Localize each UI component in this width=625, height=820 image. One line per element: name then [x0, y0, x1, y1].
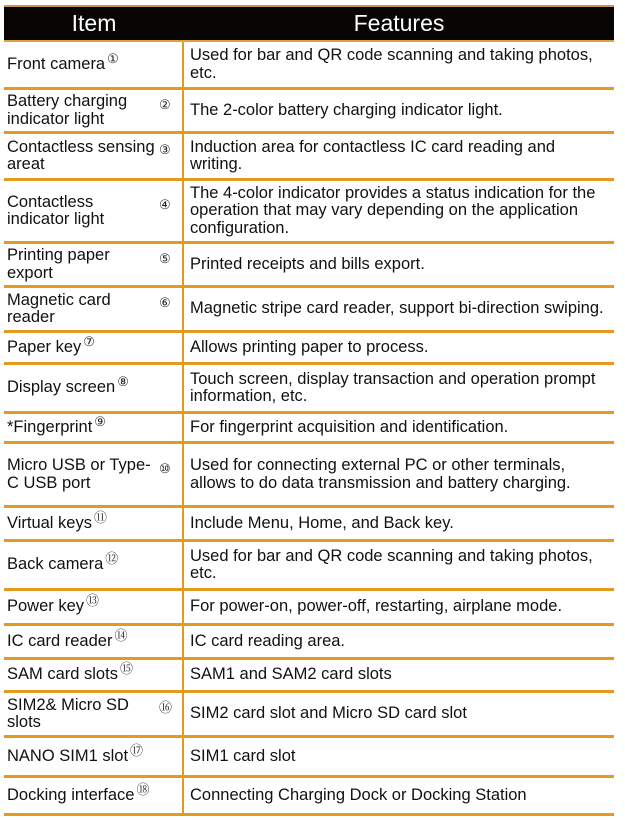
table-row: [4, 626, 614, 660]
feature-cell: Include Menu, Home, and Back key.: [190, 513, 454, 532]
table-row: [4, 738, 614, 778]
item-cell: [4, 42, 184, 87]
item-name: Back camera: [7, 555, 104, 574]
item-number: ⑱: [136, 781, 150, 797]
table-row: [4, 244, 614, 288]
item-number: ⑥: [159, 295, 171, 311]
item-name: NANO SIM1 slot: [7, 746, 129, 765]
item-cell: [4, 90, 184, 131]
item-name: Contactless sensing areat: [7, 137, 155, 173]
item-cell: [4, 693, 184, 735]
item-number: ④: [159, 197, 171, 213]
item-number: ⑰: [130, 742, 144, 758]
table-row: [4, 333, 614, 365]
item-cell: [4, 738, 184, 775]
feature-cell: Used for bar and QR code scanning and taking photos, etc.: [190, 546, 593, 582]
item-number: ⑩: [159, 460, 171, 476]
table-row: [4, 778, 614, 816]
item-number: ⑦: [83, 333, 95, 349]
item-number: ⑪: [93, 509, 107, 525]
item-cell: [4, 134, 184, 178]
item-cell: [4, 414, 184, 441]
item-cell: [4, 444, 184, 505]
feature-cell: Allows printing paper to process.: [190, 337, 429, 356]
item-name: IC card reader: [7, 631, 113, 650]
item-number: ⑨: [94, 413, 106, 429]
item-name: SIM2& Micro SD slots: [7, 695, 129, 731]
features-table: [4, 5, 614, 816]
feature-cell: Used for bar and QR code scanning and taking photos, etc.: [190, 46, 593, 82]
item-cell: [4, 333, 184, 362]
feature-cell: Touch screen, display transaction and operation prompt information, etc.: [190, 369, 596, 405]
item-cell: [4, 508, 184, 539]
table-body: [4, 42, 614, 816]
feature-cell: Magnetic stripe card reader, support bi-direction swiping.: [190, 299, 604, 318]
item-name: *Fingerprint: [7, 417, 93, 436]
item-number: ⑤: [159, 250, 171, 266]
feature-cell: Connecting Charging Dock or Docking Station: [190, 785, 527, 804]
item-cell: [4, 244, 184, 285]
item-name: Power key: [7, 597, 85, 616]
table-row: [4, 365, 614, 414]
item-name: Magnetic card reader: [7, 290, 111, 326]
item-cell: [4, 542, 184, 588]
table-row: [4, 414, 614, 444]
table-row: [4, 181, 614, 244]
item-name: Front camera: [7, 54, 106, 73]
item-name: Docking interface: [7, 785, 135, 804]
item-number: ⑭: [114, 627, 128, 643]
item-cell: [4, 778, 184, 813]
table-row: [4, 42, 614, 90]
feature-cell: The 2-color battery charging indicator light.: [190, 100, 503, 119]
table-row: [4, 90, 614, 134]
table-header: [4, 5, 614, 42]
feature-cell: Induction area for contactless IC card reading and writing.: [190, 137, 556, 173]
item-cell: [4, 591, 184, 623]
header-item: Item: [71, 10, 117, 36]
item-cell: [4, 626, 184, 657]
header-features: Features: [353, 10, 445, 36]
item-name: Display screen: [7, 378, 116, 397]
table-row: [4, 591, 614, 626]
item-name: Battery charging indicator light: [7, 92, 128, 128]
table-row: [4, 660, 614, 693]
feature-cell: SIM1 card slot: [190, 746, 296, 765]
item-name: Micro USB or Type-C USB port: [7, 456, 151, 492]
item-name: Contactless indicator light: [7, 192, 105, 228]
item-name: SAM card slots: [7, 665, 118, 684]
item-number: ⑫: [105, 551, 119, 567]
table-row: [4, 288, 614, 333]
item-number: ⑧: [117, 374, 129, 390]
item-cell: [4, 181, 184, 241]
feature-cell: For fingerprint acquisition and identification.: [190, 417, 509, 436]
item-number: ③: [159, 142, 171, 158]
item-cell: [4, 288, 184, 330]
feature-cell: SAM1 and SAM2 card slots: [190, 665, 392, 684]
table-row: [4, 693, 614, 738]
item-number: ⑯: [159, 700, 173, 716]
feature-cell: SIM2 card slot and Micro SD card slot: [190, 704, 467, 723]
item-cell: [4, 660, 184, 690]
item-name: Virtual keys: [7, 513, 92, 532]
item-cell: [4, 365, 184, 411]
item-number: ⑬: [86, 593, 100, 609]
item-name: Printing paper export: [7, 246, 110, 282]
item-name: Paper key: [7, 337, 82, 356]
item-number: ②: [159, 96, 171, 112]
feature-cell: The 4-color indicator provides a status indication for the operation that may vary depending on the application configuration.: [190, 183, 596, 237]
feature-cell: Printed receipts and bills export.: [190, 254, 425, 273]
item-number: ⑮: [119, 661, 133, 677]
feature-cell: For power-on, power-off, restarting, airplane mode.: [190, 597, 563, 616]
item-number: ①: [107, 50, 119, 66]
table-row: [4, 444, 614, 508]
feature-cell: Used for connecting external PC or other terminals, allows to do data transmission and battery charging.: [190, 456, 571, 492]
feature-cell: IC card reading area.: [190, 631, 346, 650]
table-row: [4, 508, 614, 542]
table-row: [4, 134, 614, 181]
table-row: [4, 542, 614, 591]
